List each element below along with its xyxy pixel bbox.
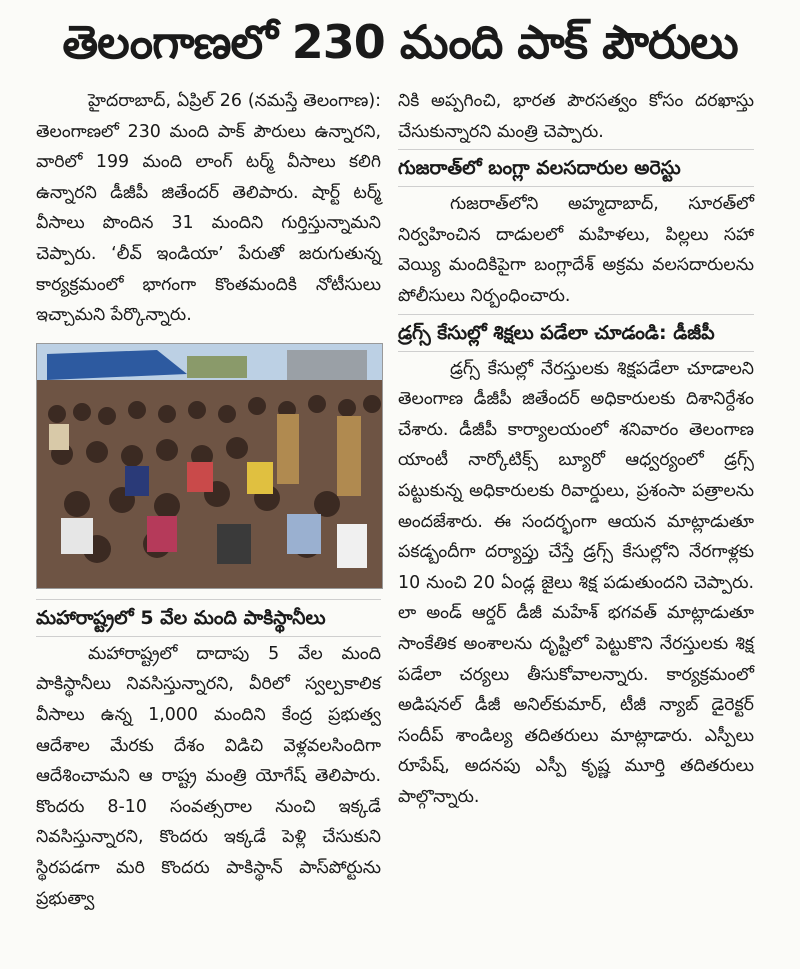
article-paragraph-continued: నికి అప్పగించి, భారత పౌరసత్వం కోసం దరఖాస్తు చేసుకున్నారని మంత్రి చెప్పారు. <box>398 91 754 142</box>
left-column <box>36 86 381 914</box>
article-paragraph-gujarat: గుజరాత్‌లోని అహ్మదాబాద్, సూరత్‌లో నిర్వహించిన దాడులలో మహిళలు, పిల్లలు సహా వెయ్యి మందికిపైగా బంగ్లాదేశ్ అక్రమ వలసదారులను పోలీసులు నిర్బంధించారు. <box>398 194 754 306</box>
article-paragraph-1: హైదరాబాద్, ఏప్రిల్ 26 (నమస్తే తెలంగాణ): తెలంగాణలో 230 మంది పాక్ పౌరులు ఉన్నారని, వారిలో 199 మంది లాంగ్ టర్మ్ వీసాలు కలిగి ఉన్నారని డీజీపీ జితేందర్ తెలిపారు. షార్ట్ టర్మ్ వీసాలు పొందిన 31 మందిని గుర్తిస్తున్నామని చెప్పారు. ‘లీవ్ ఇండియా’ పేరుతో జరుగుతున్న కార్యక్రమంలో భాగంగా కొంతమందికి నోటీసులు ఇచ్చామని పేర్కొన్నారు. <box>36 91 381 326</box>
right-column <box>398 86 754 812</box>
divider <box>398 186 754 187</box>
crowd-photo-image <box>37 344 382 588</box>
subheading-maharashtra: మహారాష్ట్రలో 5 వేల మంది పాకిస్థానీలు <box>36 606 326 629</box>
divider <box>36 599 381 600</box>
subheading-drugs: డ్రగ్స్ కేసుల్లో శిక్షలు పడేలా చూడండి: డీజీపీ <box>398 321 715 344</box>
divider <box>398 149 754 150</box>
article-paragraph-drugs: డ్రగ్స్ కేసుల్లో నేరస్తులకు శిక్షపడేలా చూడాలని తెలంగాణ డీజీపీ జితేందర్ అధికారులకు దిశానిర్దేశం చేశారు. డీజీపీ కార్యాలయంలో శనివారం తెలంగాణ యాంటీ నార్కోటిక్స్ బ్యూరో ఆధ్వర్యంలో డ్రగ్స్ పట్టుకున్న అధికారులకు రివార్డులు, ప్రశంసా పత్రాలను అందజేశారు. ఈ సందర్భంగా ఆయన మాట్లాడుతూ పకడ్బందీగా దర్యాప్తు చేస్తే డ్రగ్స్ కేసుల్లోని నేరగాళ్లకు 10 నుంచి 20 ఏండ్ల జైలు శిక్ష పడుతుందని చెప్పారు. లా అండ్ ఆర్డర్ డీజీ మహేశ్ భగవత్ మాట్లాడుతూ సాంకేతిక అంశాలను దృష్టిలో పెట్టుకొని నేరస్తులకు శిక్ష పడేలా చర్యలు తీసుకోవాలన్నారు. కార్యక్రమంలో అడిషనల్ డీజీ అనిల్‌కుమార్, టీజీ న్యాబ్ డైరెక్టర్ సందీప్ శాండిల్య తదితరులు మాట్లాడారు. ఎస్పీలు రూపేష్, అదనపు ఎస్పీ కృష్ణ మూర్తి తదితరులు పాల్గొన్నారు. <box>398 358 754 807</box>
article-paragraph-2: మహారాష్ట్రలో దాదాపు 5 వేల మంది పాకిస్థానీలు నివసిస్తున్నారని, వీరిలో స్వల్పకాలిక వీసాలు ఉన్న 1,000 మందిని కేంద్ర ప్రభుత్వ ఆదేశాల మేరకు దేశం విడిచి వెళ్లవలసిందిగా ఆదేశించామని ఆ రాష్ట్ర మంత్రి యోగేష్ తెలిపారు. కొందరు 8-10 సంవత్సరాల నుంచి ఇక్కడే నివసిస్తున్నారని, కొందరు ఇక్కడే పెళ్లి చేసుకుని స్థిరపడగా మరి కొందరు పాకిస్థాన్ పాస్‌పోర్టును ప్రభుత్వా <box>36 643 381 909</box>
divider <box>398 351 754 352</box>
news-photo <box>36 343 383 589</box>
divider <box>398 314 754 315</box>
subheading-gujarat: గుజరాత్‌లో బంగ్లా వలసదారుల అరెస్టు <box>398 157 681 180</box>
divider <box>36 636 381 637</box>
headline: తెలంగాణలో 230 మంది పాక్ పౌరులు <box>62 15 738 69</box>
